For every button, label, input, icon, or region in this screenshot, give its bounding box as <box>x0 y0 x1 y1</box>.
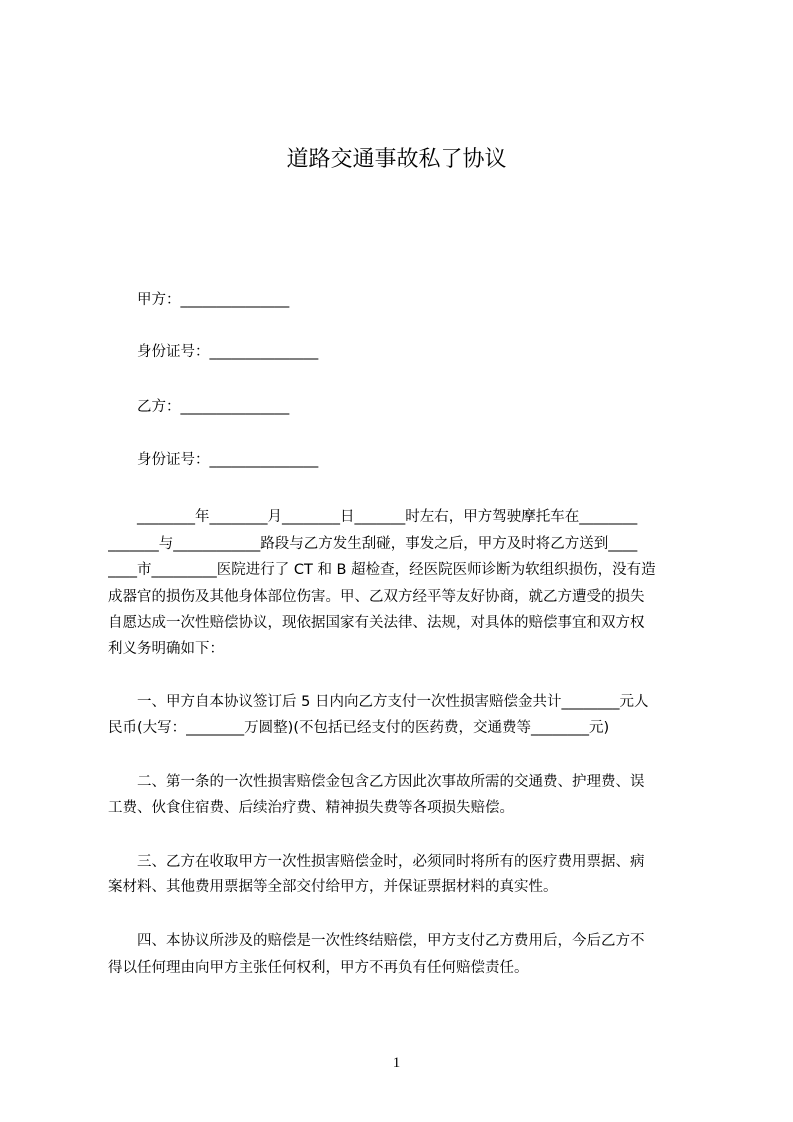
clause-2-line: 工费、伙食住宿费、后续治疗费、精神损失费等各项损失赔偿。 <box>108 800 514 816</box>
intro-line: 自愿达成一次性赔偿协议，现依据国家有关法律、法规，对具体的赔偿事宜和双方权 <box>108 615 645 631</box>
document-title: 道路交通事故私了协议 <box>286 147 507 172</box>
clause-4-line: 四、本协议所涉及的赔偿是一次性终结赔偿，甲方支付乙方费用后，今后乙方不 <box>137 933 645 949</box>
intro-line: ________年________月________日_______时左右，甲方驾驶摩托车在________ <box>137 509 638 525</box>
intro-line: _______与____________路段与乙方发生刮碰，事发之后，甲方及时将乙方送到____ <box>108 536 638 552</box>
party-b-field: 乙方：_______________ <box>137 399 290 415</box>
party-a-field: 甲方：_______________ <box>137 292 290 308</box>
clause-4-line: 得以任何理由向甲方主张任何权利，甲方不再负有任何赔偿责任。 <box>108 960 529 976</box>
party-b-id-field: 身份证号：_______________ <box>137 452 319 468</box>
intro-line: 利义务明确如下： <box>108 641 224 657</box>
party-a-id-field: 身份证号：_______________ <box>137 344 319 360</box>
clause-1-line: 民币(大写：________万圆整)(不包括已经支付的医药费，交通费等________元) <box>108 720 610 736</box>
clause-2-line: 二、第一条的一次性损害赔偿金包含乙方因此次事故所需的交通费、护理费、误 <box>137 774 645 790</box>
page-number: 1 <box>392 1055 401 1071</box>
clause-3-line: 三、乙方在收取甲方一次性损害赔偿金时，必须同时将所有的医疗费用票据、病 <box>137 854 645 870</box>
clause-1-line: 一、甲方自本协议签订后 5 日内向乙方支付一次性损害赔偿金共计________元人 <box>137 694 649 710</box>
clause-3-line: 案材料、其他费用票据等全部交付给甲方，并保证票据材料的真实性。 <box>108 879 558 895</box>
intro-line: ____市_________医院进行了 CT 和 B 超检查，经医院医师诊断为软组织损伤，没有造 <box>108 562 656 578</box>
intro-line: 成器官的损伤及其他身体部位伤害。甲、乙双方经平等友好协商，就乙方遭受的损失 <box>108 589 645 605</box>
